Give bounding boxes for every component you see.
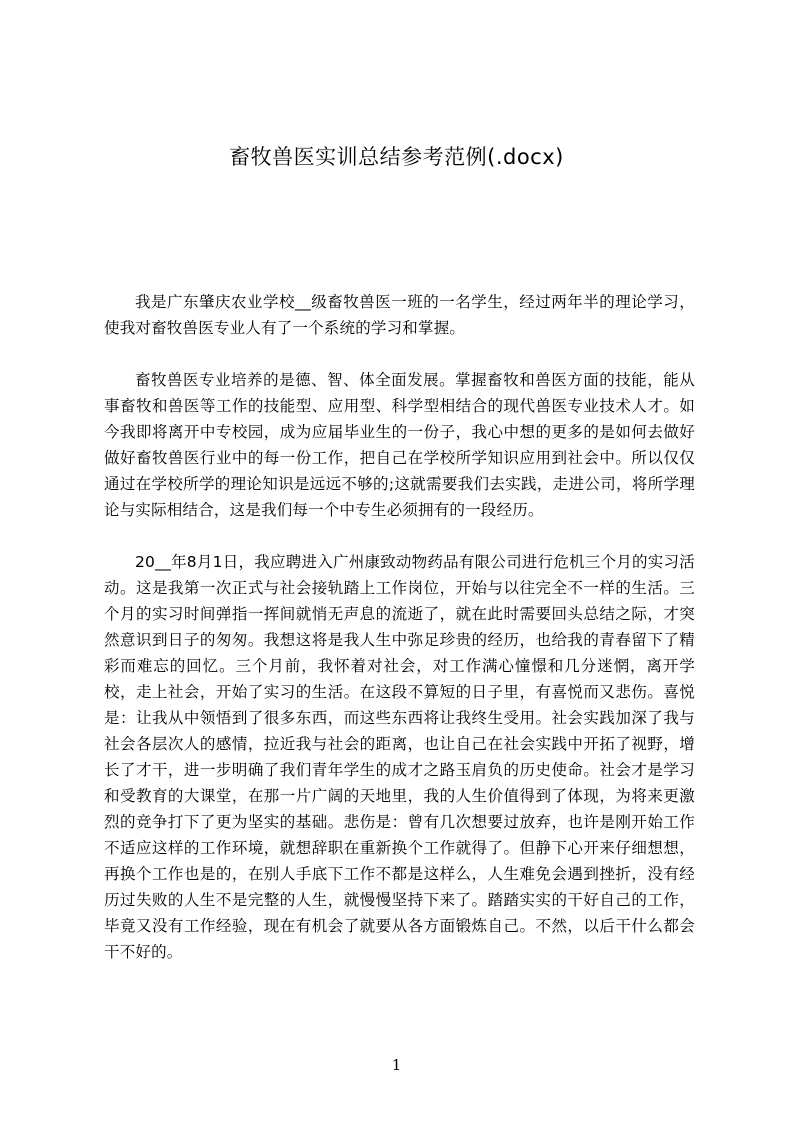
paragraph-internship: 20__年8月1日，我应聘进入广州康致动物药品有限公司进行危机三个月的实习活动。这是我第一次正式与社会接轨踏上工作岗位，开始与以往完全不一样的生活。三个月的实习时间弹指一挥间就悄无声息的流逝了，就在此时需要回头总结之际，才突然意识到日子的匆匆。我想这将是我人生中弥足珍贵的经历，也给我的青春留下了精彩而难忘的回忆。三个月前，我怀着对社会，对工作满心憧憬和几分迷惘，离开学校，走上社会，开始了实习的生活。在这段不算短的日子里，有喜悦而又悲伤。喜悦是：让我从中领悟到了很多东西，而这些东西将让我终生受用。社会实践加深了我与社会各层次人的感情，拉近我与社会的距离，也让自己在社会实践中开拓了视野，增长了才干，进一步明确了我们青年学生的成才之路玉肩负的历史使命。社会才是学习和受教育的大课堂，在那一片广阔的天地里，我的人生价值得到了体现，为将来更激烈的竞争打下了更为坚实的基础。悲伤是：曾有几次想要过放弃，也许是刚开始工作不适应这样的工作环境，就想辞职在重新换个工作就得了。但静下心开来仔细想想，再换个工作也是的，在别人手底下工作不都是这样么，人生难免会遇到挫折，没有经历过失败的人生不是完整的人生，就慢慢坚持下来了。踏踏实实的干好自己的工作，毕竟又没有工作经验，现在有机会了就要从各方面锻炼自己。不然，以后干什么都会干不好的。 <box>104 553 695 961</box>
page-number: 1 <box>391 1056 402 1074</box>
document-title: 畜牧兽医实训总结参考范例(.docx) <box>229 145 564 169</box>
paragraph-intro: 我是广东肇庆农业学校__级畜牧兽医一班的一名学生，经过两年半的理论学习，使我对畜牧兽医专业人有了一个系统的学习和掌握。 <box>104 293 695 337</box>
document-body <box>104 289 695 991</box>
paragraph-major: 畜牧兽医专业培养的是德、智、体全面发展。掌握畜牧和兽医方面的技能，能从事畜牧和兽医等工作的技能型、应用型、科学型相结合的现代兽医专业技术人才。如今我即将离开中专校园，成为应届毕业生的一份子，我心中想的更多的是如何去做好做好畜牧兽医行业中的每一份工作，把自己在学校所学知识应用到社会中。所以仅仅通过在学校所学的理论知识是远远不够的;这就需要我们去实践，走进公司，将所学理论与实际相结合，这是我们每一个中专生必须拥有的一段经历。 <box>104 371 695 519</box>
